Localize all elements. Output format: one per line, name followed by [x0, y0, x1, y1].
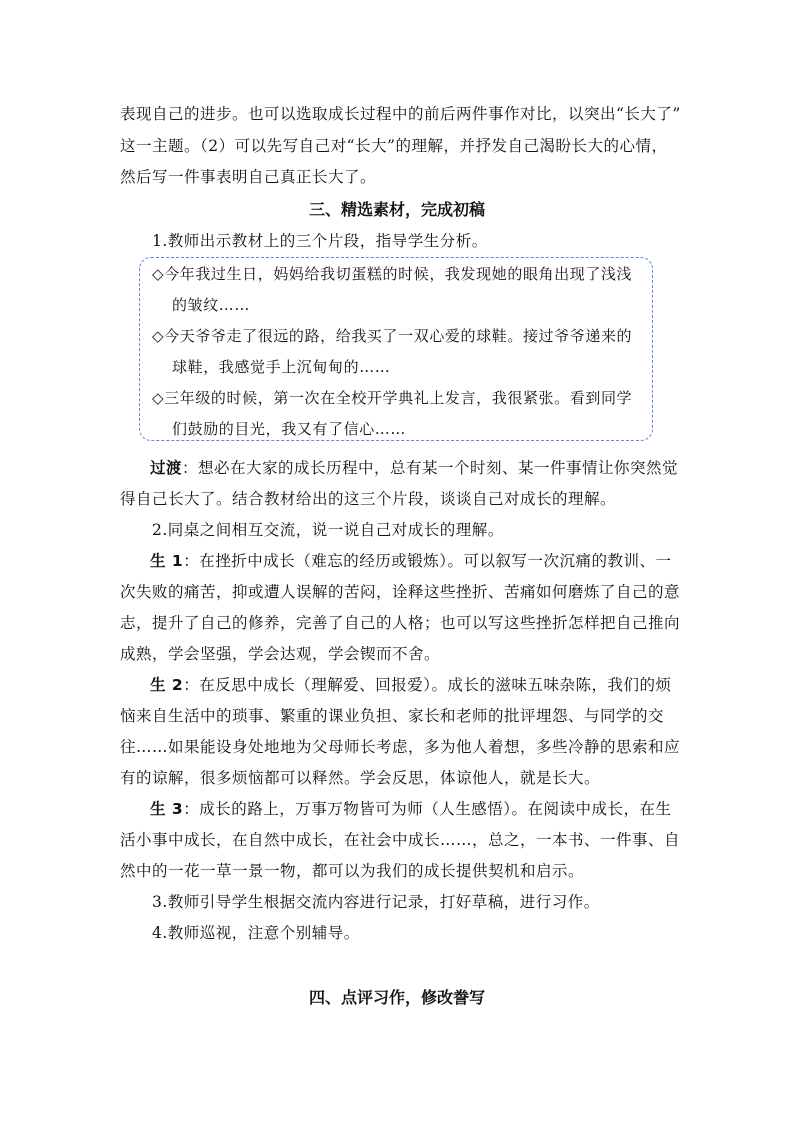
section-4-heading: 四、点评习作，修改誊写 — [308, 988, 485, 1007]
student-3-line-1 — [150, 799, 671, 819]
student-3-line-3: 然中的一花一草一景一物，都可以为我们的成长提供契机和启示。 — [120, 862, 585, 880]
intro-line-1: 表现自己的进步。也可以选取成长过程中的前后两件事作对比，以突出“长大了” — [120, 105, 681, 123]
excerpt-1-line-2: 的皱纹…… — [172, 296, 251, 314]
transition-label: 过渡 — [150, 459, 183, 477]
transition-line-1 — [150, 458, 678, 478]
student-1-line-3: 志，提升了自己的修养，完善了自己的人格；也可以写这些挫折怎样把自己推向 — [120, 614, 681, 632]
student-1-label: 生 1 — [150, 552, 184, 570]
excerpt-3-line-2: 们鼓励的目光，我又有了信心…… — [172, 420, 407, 438]
student-2-line-2: 恼来自生活中的琐事、繁重的课业负担、家长和老师的批评埋怨、与同学的交 — [120, 707, 665, 725]
student-3-line-2: 活小事中成长，在自然中成长，在社会中成长……，总之，一本书、一件事、自 — [120, 831, 681, 849]
transition-line-2: 得自己长大了。结合教材给出的这三个片段，谈谈自己对成长的理解。 — [120, 490, 617, 508]
student-3-text-1: ：成长的路上，万事万物皆可为师（人生感悟）。在阅读中成长，在生 — [183, 800, 672, 818]
intro-line-2: 这一主题。（2）可以先写自己对“长大”的理解，并抒发自己渴盼长大的心情， — [120, 137, 668, 155]
excerpt-3-line-1: ◇三年级的时候，第一次在全校开学典礼上发言，我很紧张。看到同学 — [152, 389, 633, 407]
student-1-line-4: 成熟，学会坚强，学会达观，学会锲而不舍。 — [120, 645, 441, 663]
student-1-line-2: 次失败的痛苦，抑或遭人误解的苦闷，诠释这些挫折、苦痛如何磨炼了自己的意 — [120, 583, 681, 601]
student-2-text-1: ：在反思中成长（理解爱、回报爱）。成长的滋味五味杂陈，我们的烦 — [183, 676, 672, 694]
student-2-line-1 — [150, 675, 671, 695]
excerpt-1-line-1: ◇今年我过生日，妈妈给我切蛋糕的时候，我发现她的眼角出现了浅浅 — [152, 265, 633, 283]
student-1-text-1: ：在挫折中成长（难忘的经历或锻炼）。可以叙写一次沉痛的教训、一 — [183, 552, 672, 570]
student-2-line-4: 有的谅解，很多烦恼都可以释然。学会反思，体谅他人，就是长大。 — [120, 769, 601, 787]
intro-line-3: 然后写一件事表明自己真正长大了。 — [120, 168, 377, 186]
step-3: 3.教师引导学生根据交流内容进行记录，打好草稿，进行习作。 — [152, 893, 600, 911]
excerpt-2-line-2: 球鞋，我感觉手上沉甸甸的…… — [172, 358, 391, 376]
student-2-line-3: 往……如果能设身处地地为父母师长考虑，多为他人着想，多些冷静的思索和应 — [120, 738, 681, 756]
student-3-label: 生 3 — [150, 800, 184, 818]
step-4: 4.教师巡视，注意个别辅导。 — [152, 924, 360, 942]
transition-text-1: ：想必在大家的成长历程中，总有某一个时刻、某一件事情让你突然觉 — [182, 459, 679, 477]
student-2-label: 生 2 — [150, 676, 184, 694]
step-2: 2.同桌之间相互交流，说一说自己对成长的理解。 — [152, 521, 504, 539]
excerpt-box — [139, 257, 653, 441]
step-1: 1.教师出示教材上的三个片段，指导学生分析。 — [152, 232, 488, 250]
excerpt-2-line-1: ◇今天爷爷走了很远的路，给我买了一双心爱的球鞋。接过爷爷递来的 — [152, 327, 633, 345]
student-1-line-1 — [150, 551, 671, 571]
section-3-heading: 三、精选素材，完成初稿 — [308, 200, 485, 219]
